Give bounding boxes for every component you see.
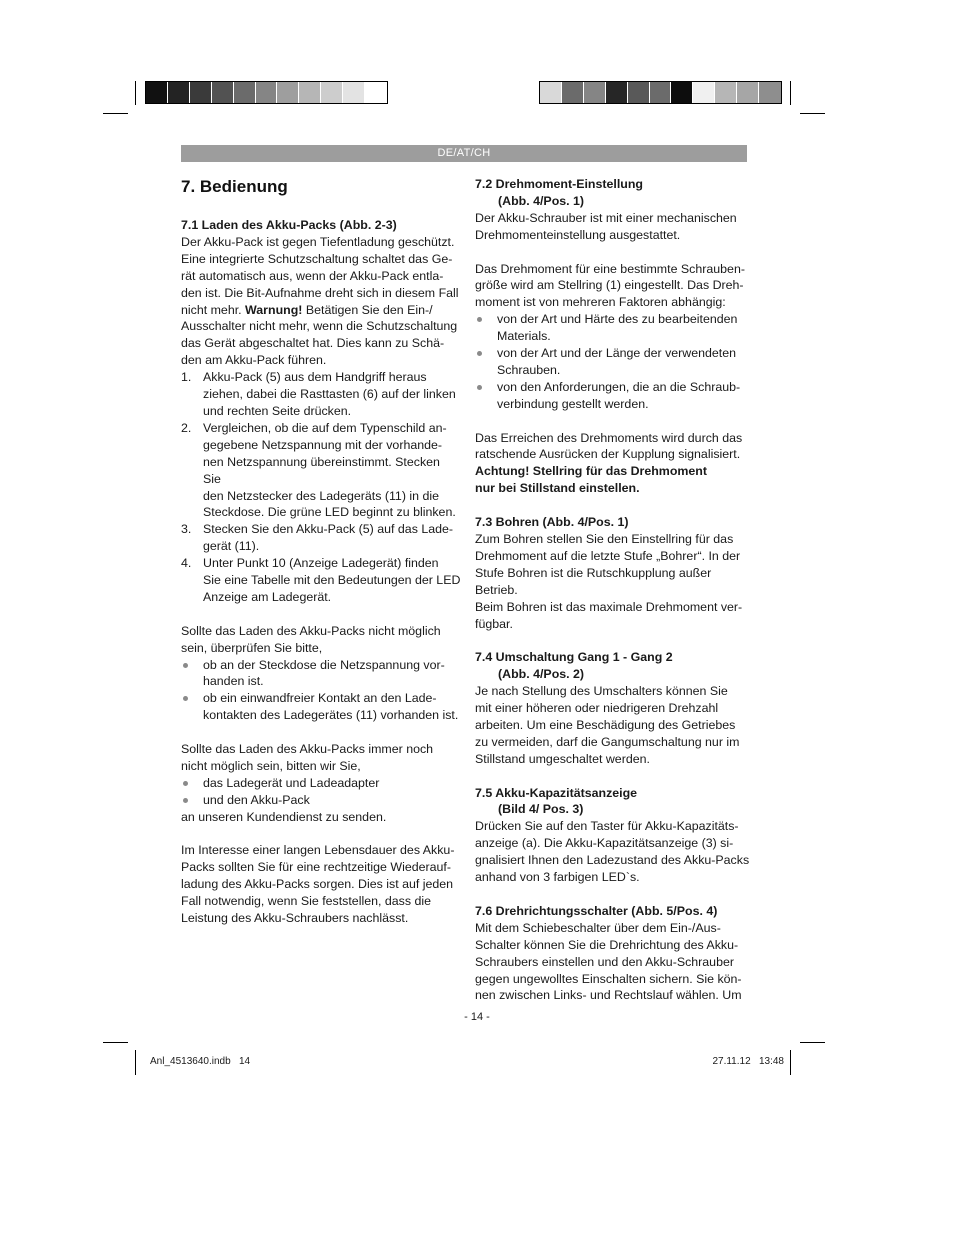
section-heading-7-4: 7.4 Umschaltung Gang 1 - Gang 2 <box>475 650 673 665</box>
crop-mark <box>103 113 128 114</box>
section-heading-7-3: 7.3 Bohren (Abb. 4/Pos. 1) <box>475 515 629 530</box>
list-item: 3. Stecken Sie den Akku-Pack (5) auf das Lade- gerät (11). <box>181 522 454 554</box>
color-swatch <box>234 82 256 103</box>
crop-mark <box>135 1050 136 1075</box>
crop-mark <box>790 1050 791 1075</box>
crop-mark <box>135 81 136 105</box>
color-swatch <box>256 82 278 103</box>
list-item: von der Art und Härte des zu bearbeitenden Materials. <box>475 311 755 345</box>
color-bar-left <box>145 81 388 104</box>
color-swatch <box>671 82 693 103</box>
list-item: 1. Akku-Pack (5) aus dem Handgriff heraus ziehen, dabei die Rasttasten (6) auf der linken und rechten Seite drücken. <box>181 370 456 418</box>
paragraph-intro: Der Akku-Pack ist gegen Tiefentladung geschützt. Eine integrierte Schutzschaltung schaltet das Ge- rät automatisch aus, wenn der Akku-Pack entla- den ist. Die Bit-Aufnahme dreht sich in diesem Fall nicht mehr. Warnung! Betätigen Sie den Ein-/ Ausschalter nicht mehr, wenn die Schutzschaltung das Gerät abgeschaltet hat. Dies kann zu Schä- den am Akku-Pack führen. <box>181 234 459 368</box>
color-swatch <box>168 82 190 103</box>
crop-mark <box>800 113 825 114</box>
crop-mark <box>103 1042 128 1043</box>
service-list <box>181 775 461 809</box>
color-swatch <box>606 82 628 103</box>
list-item: ob an der Steckdose die Netzspannung vor- handen ist. <box>181 657 461 691</box>
color-swatch <box>650 82 672 103</box>
color-swatch <box>693 82 715 103</box>
region-header: DE/AT/CH <box>181 145 747 162</box>
color-swatch <box>715 82 737 103</box>
color-swatch <box>321 82 343 103</box>
color-swatch <box>146 82 168 103</box>
check-list <box>181 657 461 725</box>
page-number: - 14 - <box>464 1011 490 1023</box>
color-swatch <box>212 82 234 103</box>
list-item: und den Akku-Pack <box>181 792 461 809</box>
color-swatch <box>628 82 650 103</box>
color-swatch <box>277 82 299 103</box>
crop-mark <box>790 81 791 105</box>
color-bar-right <box>539 81 782 104</box>
right-column: 7.2 Drehmoment-Einstellung (Abb. 4/Pos. 1) Der Akku-Schrauber ist mit einer mechanischen Drehmomenteinstellung ausgestattet. Das Drehmoment für eine bestimmte Schrauben- größe wird am Stellring (1) eingestellt. Das Dreh- moment ist von mehreren Faktoren abhängig: von der Art und Härte des zu bearbeitenden Materials. von der Art und der Länge der verwendeten Schrauben. von den Anforderungen, die an die Schraub- verbindung gestellt werden. Das Erreichen des Drehmoments wird durch das ratschende Ausrücken der Kupplung signalisiert. Achtung! Stellring für das Drehmoment nur bei Stillstand einstellen. 7.3 Bohren (Abb. 4/Pos. 1) Zum Bohren stellen Sie den Einstellring für das Drehmoment auf die letzte Stufe „Bohrer“. In der Stufe Bohren ist die Rutschkupplung außer Betrieb. Beim Bohren ist das maximale Drehmoment ver- fügbar. 7.4 Umschaltung Gang 1 - Gang 2 (Abb. 4/Pos. 2) Je nach Stellung des Umschalters können Sie mit einer höheren oder niedrigeren Drehzahl arbeiten. Um eine Beschädigung des Getriebes zu vermeiden, darf die Gangumschaltung nur im Stillstand umgeschaltet werden. 7.5 Akku-Kapazitätsanzeige (Bild 4/ Pos. 3) Drücken Sie auf den Taster für Akku-Kapazitäts- anzeige (a). Die Akku-Kapazitätsanzeige (3) si- gnalisiert Ihnen den Ladezustand des Akku-Packs anhand von 3 farbigen LED`s. 7.6 Drehrichtungsschalter (Abb. 5/Pos. 4) Mit dem Schiebeschalter über dem Ein-/Aus- Schalter können Sie die Drehrichtung des Akku- Schraubers einstellen und den Akku-Schrauber gegen ungewolltes Einschalten sichern. Sie kön- nen zwischen Links- und Rechtslauf wählen. Um <box>475 176 755 1004</box>
list-item: ob ein einwandfreier Kontakt an den Lade- kontakten des Ladegerätes (11) vorhanden ist. <box>181 690 461 724</box>
list-item: von der Art und der Länge der verwendeten Schrauben. <box>475 345 755 379</box>
list-item: 4. Unter Punkt 10 (Anzeige Ladegerät) finden Sie eine Tabelle mit den Bedeutungen der LED Anzeige am Ladegerät. <box>181 556 461 604</box>
section-heading-7-1: 7.1 Laden des Akku-Packs (Abb. 2-3) <box>181 218 397 232</box>
color-swatch <box>540 82 562 103</box>
warning-word: Warnung! <box>245 302 303 317</box>
charging-steps <box>181 369 461 606</box>
color-swatch <box>365 82 387 103</box>
list-item: von den Anforderungen, die an die Schraub- verbindung gestellt werden. <box>475 379 755 413</box>
paragraph-lifetime: Im Interesse einer langen Lebensdauer des Akku- Packs sollten Sie für eine rechtzeitige Wiederauf- ladung des Akku-Packs sorgen. Dies ist auf jeden Fall notwendig, wenn Sie feststellen, dass die Leistung des Akku-Schraubers nachlässt. <box>181 843 455 926</box>
color-swatch <box>562 82 584 103</box>
color-swatch <box>299 82 321 103</box>
date-slug: 27.11.12 13:48 <box>712 1056 784 1067</box>
section-heading-7-2: 7.2 Drehmoment-Einstellung <box>475 177 643 191</box>
crop-mark <box>800 1042 825 1043</box>
list-item: das Ladegerät und Ladeadapter <box>181 775 461 792</box>
warning-text: Achtung! Stellring für das Drehmoment <box>475 464 707 479</box>
section-heading-7-5: 7.5 Akku-Kapazitätsanzeige <box>475 785 638 800</box>
section-heading-7-6: 7.6 Drehrichtungsschalter (Abb. 5/Pos. 4) <box>475 903 718 918</box>
color-swatch <box>343 82 365 103</box>
file-slug: Anl_4513640.indb 14 <box>150 1056 251 1067</box>
color-swatch <box>584 82 606 103</box>
color-swatch <box>759 82 781 103</box>
list-item: 2. Vergleichen, ob die auf dem Typenschild an- gegebene Netzspannung mit der vorhande- nen Netzspannung übereinstimmt. Stecken Sie den Netzstecker des Ladegeräts (11) in die Steckdose. Die grüne LED beginnt zu blinken. <box>181 420 456 520</box>
torque-factors-list <box>475 311 755 412</box>
color-swatch <box>737 82 759 103</box>
color-swatch <box>190 82 212 103</box>
chapter-title: 7. Bedienung <box>181 177 288 196</box>
left-column: 7. Bedienung 7.1 Laden des Akku-Packs (Abb. 2-3) Der Akku-Pack ist gegen Tiefentladung geschützt. Eine integrierte Schutzschaltung schaltet das Ge- rät automatisch aus, wenn der Akku-Pack entla- den ist. Die Bit-Aufnahme dreht sich in diesem Fall nicht mehr. Warnung! Betätigen Sie den Ein-/ Ausschalter nicht mehr, wenn die Schutzschaltung das Gerät abgeschaltet hat. Dies kann zu Schä- den am Akku-Pack führen. 1. Akku-Pack (5) aus dem Handgriff heraus ziehen, dabei die Rasttasten (6) auf der linken und rechten Seite drücken. 2. Vergleichen, ob die auf dem Typenschild an- gegebene Netzspannung mit der vorhande- nen Netzspannung übereinstimmt. Stecken Sie den Netzstecker des Ladegeräts (11) in die Steckdose. Die grüne LED beginnt zu blinken. 3. Stecken Sie den Akku-Pack (5) auf das Lade- gerät (11). 4. Unter Punkt 10 (Anzeige Ladegerät) finden Sie eine Tabelle mit den Bedeutungen der LED Anzeige am Ladegerät. Sollte das Laden des Akku-Packs nicht möglich sein, überprüfen Sie bitte, ob an der Steckdose die Netzspannung vor- handen ist. ob ein einwandfreier Kontakt an den Lade- kontakten des Ladegerätes (11) vorhanden ist. Sollte das Laden des Akku-Packs immer noch nicht möglich sein, bitten wir Sie, das Ladegerät und Ladeadapter und den Akku-Pack an unseren Kundendienst zu senden. Im Interesse einer langen Lebensdauer des Akku- Packs sollten Sie für eine rechtzeitige Wiederauf- ladung des Akku-Packs sorgen. Dies ist auf jeden Fall notwendig, wenn Sie feststellen, dass die Leistung des Akku-Schraubers nachlässt. <box>181 177 461 926</box>
